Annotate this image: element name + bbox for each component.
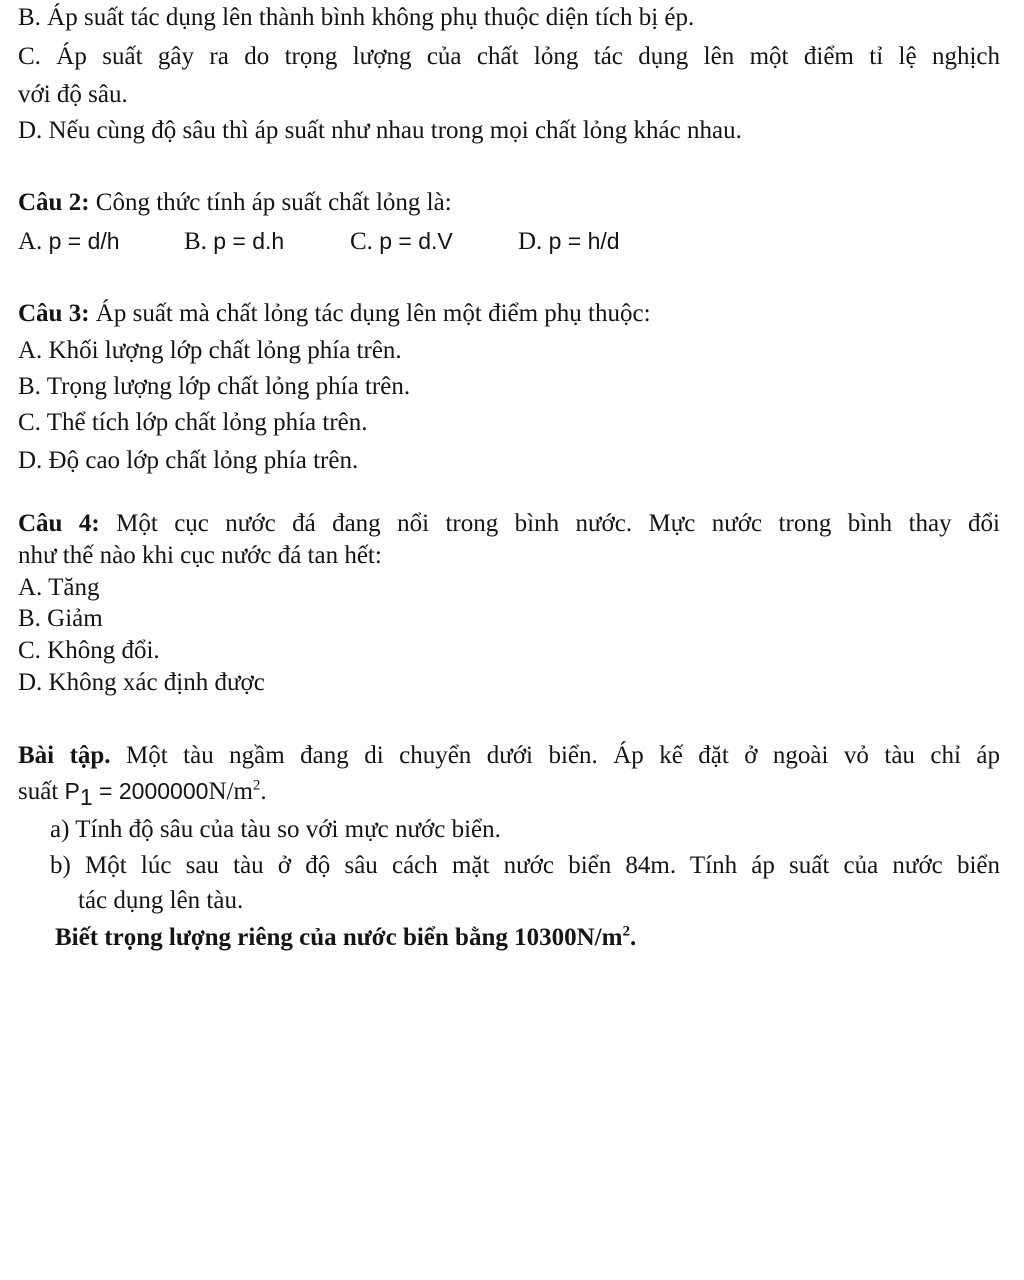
q2-option-c: C. p = d.V <box>350 228 453 255</box>
q1-option-b: B. Áp suất tác dụng lên thành bình không phụ thuộc diện tích bị ép. <box>18 4 695 31</box>
exercise-line1 <box>18 740 1000 772</box>
pressure-symbol: P <box>64 778 80 804</box>
q4-prompt-line2: như thế nào khi cục nước đá tan hết: <box>18 542 382 569</box>
q1-option-c-line1: C. Áp suất gây ra do trọng lượng của chất lỏng tác dụng lên một điểm tỉ lệ nghịch <box>18 43 1000 70</box>
exercise-line2: suất $P_1 = 2000000N/m^2$. <box>18 777 267 810</box>
q2-options <box>18 225 1000 258</box>
q2-option-b: B. p = d.h <box>184 228 285 255</box>
q4-label: Câu 4: <box>18 510 100 537</box>
q3-option-c: C. Thể tích lớp chất lỏng phía trên. <box>18 409 368 436</box>
q3-option-d: D. Độ cao lớp chất lỏng phía trên. <box>18 447 359 474</box>
exercise-text-line1: Một tàu ngầm đang di chuyển dưới biển. Áp kế đặt ở ngoài vỏ tàu chỉ áp <box>110 742 1000 769</box>
q3-prompt <box>18 298 1000 330</box>
q3-label: Câu 3: <box>18 300 90 327</box>
exercise-part-b-line2: tác dụng lên tàu. <box>78 887 244 914</box>
q2-option-a: A. p = d/h <box>18 228 120 255</box>
q4-prompt-line1 <box>18 508 1000 540</box>
q3-text: Áp suất mà chất lỏng tác dụng lên một điểm phụ thuộc: <box>89 300 651 327</box>
pressure-value: = 2000000 <box>92 778 209 804</box>
q1-option-d: D. Nếu cùng độ sâu thì áp suất như nhau trong mọi chất lỏng khác nhau. <box>18 117 742 144</box>
q4-option-a: A. Tăng <box>18 574 100 601</box>
q2-option-d: D. p = h/d <box>518 228 620 255</box>
q3-option-a: A. Khối lượng lớp chất lỏng phía trên. <box>18 337 402 364</box>
q4-option-d: D. Không xác định được <box>18 669 265 696</box>
q2-text: Công thức tính áp suất chất lỏng là: <box>89 189 452 216</box>
q3-option-b: B. Trọng lượng lớp chất lỏng phía trên. <box>18 373 411 400</box>
q4-option-c: C. Không đổi. <box>18 637 160 664</box>
q4-text-line1: Một cục nước đá đang nổi trong bình nước. Mực nước trong bình thay đổi <box>99 510 1000 537</box>
q2-label: Câu 2: <box>18 189 90 216</box>
exercise-given: Biết trọng lượng riêng của nước biển bằng $10300N/m^2$. <box>55 923 637 951</box>
q2-prompt <box>18 187 1000 219</box>
exercise-part-a: a) Tính độ sâu của tàu so với mực nước biển. <box>50 816 501 843</box>
exercise-part-b-line1: b) Một lúc sau tàu ở độ sâu cách mặt nước biển 84m. Tính áp suất của nước biển <box>50 852 1000 879</box>
q4-option-b: B. Giảm <box>18 605 103 632</box>
q1-option-c-line2: với độ sâu. <box>18 81 128 108</box>
exercise-label: Bài tập. <box>18 742 111 769</box>
